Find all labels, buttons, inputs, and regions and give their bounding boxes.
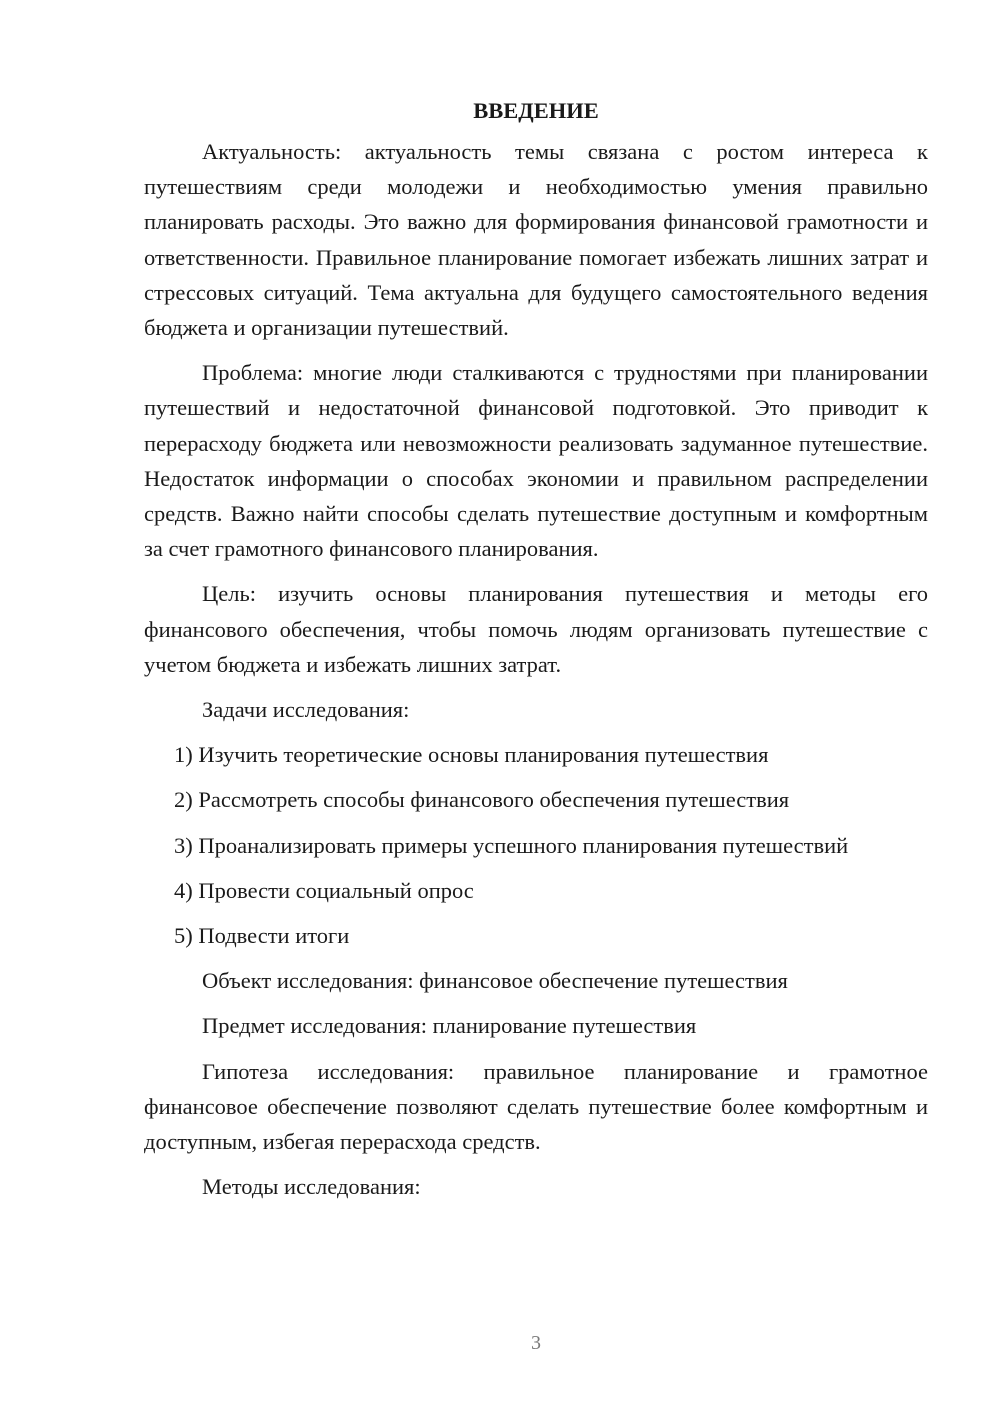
- hypothesis-paragraph: Гипотеза исследования: правильное планирование и грамотное финансовое обеспечение позволяют сделать путешествие более комфортным и доступным, избегая перерасхода средств.: [144, 1058, 928, 1155]
- task-item: 1) Изучить теоретические основы планирования путешествия: [174, 742, 769, 768]
- document-page: [144, 96, 928, 1214]
- page-number: 3: [531, 1332, 541, 1354]
- task-item: 4) Провести социальный опрос: [174, 877, 474, 903]
- object-paragraph: Объект исследования: финансовое обеспечение путешествия: [202, 968, 788, 994]
- task-item: 3) Проанализировать примеры успешного планирования путешествий: [174, 832, 849, 858]
- tasks-heading: Задачи исследования:: [202, 697, 410, 723]
- page-title: ВВЕДЕНИЕ: [473, 98, 599, 123]
- goal-paragraph: Цель: изучить основы планирования путешествия и методы его финансового обеспечения, чтобы помочь людям организовать путешествие с учетом бюджета и избежать лишних затрат.: [144, 581, 928, 677]
- tasks-list: [144, 737, 928, 953]
- relevance-paragraph: Актуальность: актуальность темы связана с ростом интереса к путешествиям среди молодежи и необходимостью умения правильно планировать расходы. Это важно для формирования финансовой грамотности и ответственности. Правильное планирование помогает избежать лишних затрат и стрессовых ситуаций. Тема актуальна для будущего самостоятельного ведения бюджета и организации путешествий.: [144, 139, 928, 341]
- task-item: 5) Подвести итоги: [174, 923, 350, 949]
- subject-paragraph: Предмет исследования: планирование путешествия: [202, 1013, 697, 1039]
- task-item: 2) Рассмотреть способы финансового обеспечения путешествия: [174, 787, 790, 813]
- methods-heading: Методы исследования:: [202, 1174, 421, 1200]
- problem-paragraph: Проблема: многие люди сталкиваются с трудностями при планировании путешествий и недостаточной финансовой подготовкой. Это приводит к перерасходу бюджета или невозможности реализовать задуманное путешествие. Недостаток информации о способах экономии и правильном распределении средств. Важно найти способы сделать путешествие доступным и комфортным за счет грамотного финансового планирования.: [144, 360, 928, 562]
